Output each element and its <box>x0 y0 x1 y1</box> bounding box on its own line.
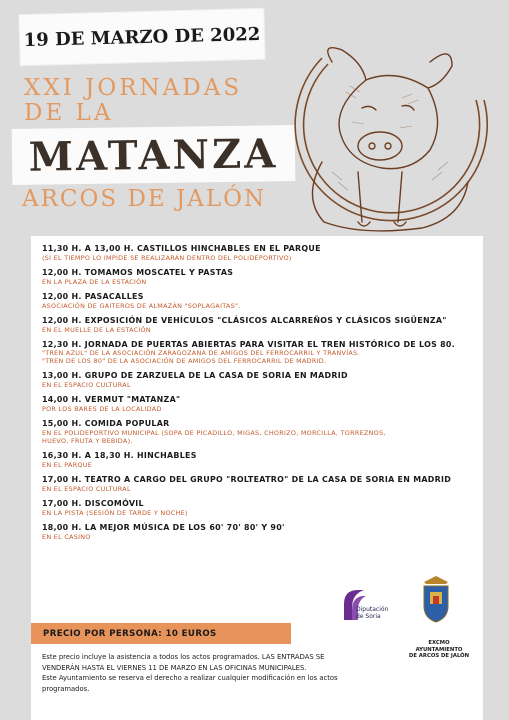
program-list <box>42 244 478 541</box>
program-item-time: 17,00 H. TEATRO A CARGO DEL GRUPO "ROLTEATRO" DE LA CASA DE SORIA EN MADRID <box>42 474 452 484</box>
program-item <box>42 499 478 517</box>
program-item-detail: EN LA PLAZA DE LA ESTACIÓN <box>42 277 147 286</box>
program-item <box>42 316 478 334</box>
program-item-detail: EN EL POLIDEPORTIVO MUNICIPAL (SOPA DE PICADILLO, MIGAS, CHORIZO, MORCILLA, TORREZNOS, <box>42 429 386 437</box>
event-date: 19 DE MARZO DE 2022 <box>23 23 261 51</box>
diputacion-line: Diputación <box>356 606 389 613</box>
program-item-detail: "TREN DE LOS 80" DE LA ASOCIACIÓN DE AMIGOS DEL FERROCARRIL DE MADRID. <box>42 357 327 366</box>
program-item-detail: EN EL MUELLE DE LA ESTACIÓN <box>42 325 152 334</box>
program-item-time: 12,00 H. PASACALLES <box>42 291 144 301</box>
program-item <box>42 371 478 389</box>
info-line: VENDERÁN HASTA EL VIERNES 11 DE MARZO EN LAS OFICINAS MUNICIPALES. <box>42 663 307 672</box>
program-item-detail: "TREN AZUL" DE LA ASOCIACIÓN ZARAGOZANA DE AMIGOS DEL FERROCARRIL Y TRANVÍAS. <box>42 349 360 358</box>
ayto-line: EXCMO <box>428 640 450 646</box>
program-item-time: 17,00 H. DISCOMÓVIL <box>42 498 144 508</box>
info-line: Este Ayuntamiento se reserva el derecho a realizar cualquier modificación en los actos <box>42 674 338 683</box>
ayuntamiento-caption <box>396 640 482 660</box>
program-item-time: 11,30 H. A 13,00 H. CASTILLOS HINCHABLES EN EL PARQUE <box>42 244 321 253</box>
program-item-time: 12,00 H. EXPOSICIÓN DE VEHÍCULOS "CLÁSICOS ALCARREÑOS Y CLÁSICOS SIGÜENZA" <box>42 315 447 325</box>
pig-illustration <box>262 22 502 240</box>
program-item <box>42 475 478 493</box>
program-item <box>42 244 478 262</box>
program-item-time: 16,30 H. A 18,30 H. HINCHABLES <box>42 451 197 460</box>
program-item-time: 12,30 H. JORNADA DE PUERTAS ABIERTAS PARA VISITAR EL TREN HISTÓRICO DE LOS 80. <box>42 339 455 349</box>
program-item-time: 18,00 H. LA MEJOR MÚSICA DE LOS 60' 70' 80' Y 90' <box>42 522 285 532</box>
program-item <box>42 340 478 366</box>
program-item <box>42 292 478 310</box>
diputacion-logo-text <box>356 607 388 621</box>
coat-of-arms-icon <box>418 574 454 624</box>
program-item <box>42 451 478 469</box>
diputacion-line: de Soria <box>356 612 381 620</box>
program-item-detail: ASOCIACIÓN DE GAITEROS DE ALMAZÁN "SOPLAGAITAS". <box>42 301 241 310</box>
title-banner <box>12 125 296 185</box>
program-item-detail: POR LOS BARES DE LA LOCALIDAD <box>42 405 162 414</box>
program-item-detail: EN EL ESPACIO CULTURAL <box>42 381 131 390</box>
location-title: ARCOS DE JALÓN <box>22 186 267 212</box>
title-de-la: DE LA <box>24 100 114 126</box>
program-item-detail: HUEVO, FRUTA Y BEBIDA). <box>42 437 133 445</box>
program-item-detail: EN EL CASINO <box>42 532 91 541</box>
program-item-time: 14,00 H. VERMUT "MATANZA" <box>42 395 181 405</box>
program-item <box>42 268 478 286</box>
program-item-detail: EN EL PARQUE <box>42 460 93 469</box>
program-item <box>42 419 478 445</box>
title-edition: XXI JORNADAS <box>24 75 243 101</box>
date-banner <box>19 9 264 65</box>
ayto-line: AYUNTAMIENTO <box>415 646 463 653</box>
price-banner <box>31 623 291 644</box>
program-item-detail: EN LA PISTA (SESIÓN DE TARDE Y NOCHE) <box>42 508 188 517</box>
info-text <box>42 652 442 694</box>
price-text: PRECIO POR PERSONA: 10 EUROS <box>43 628 217 639</box>
program-item <box>42 523 478 541</box>
program-item-detail: EN EL ESPACIO CULTURAL <box>42 484 131 493</box>
ayto-line: DE ARCOS DE JALÓN <box>408 653 470 660</box>
program-item-time: 12,00 H. TOMAMOS MOSCATEL Y PASTAS <box>42 267 234 277</box>
info-line: Este precio incluye la asistencia a todos los actos programados. LAS ENTRADAS SE <box>42 653 325 661</box>
program-item <box>42 395 478 413</box>
title-main: MATANZA <box>28 129 279 181</box>
info-line: programados. <box>42 684 90 693</box>
program-item-time: 15,00 H. COMIDA POPULAR <box>42 419 170 429</box>
program-item-detail: (SI EL TIEMPO LO IMPIDE SE REALIZARÁN DENTRO DEL POLIDEPORTIVO) <box>42 253 292 262</box>
program-item-time: 13,00 H. GRUPO DE ZARZUELA DE LA CASA DE SORIA EN MADRID <box>42 371 348 381</box>
